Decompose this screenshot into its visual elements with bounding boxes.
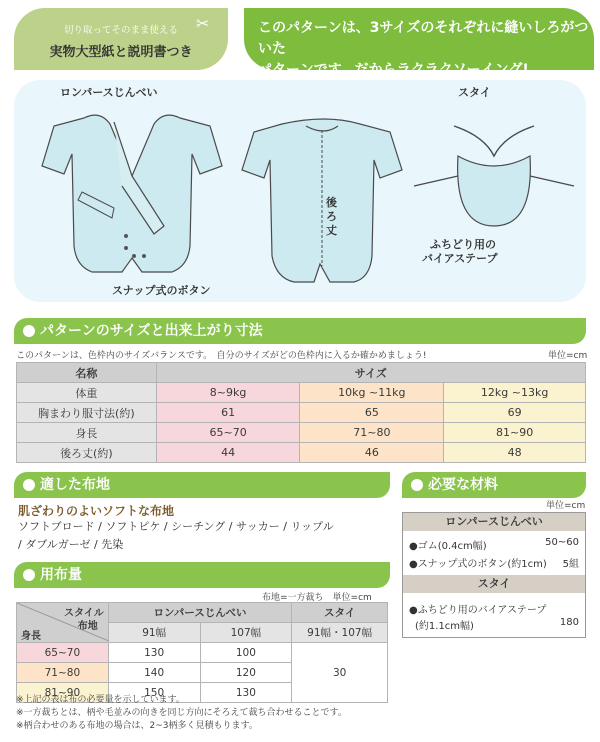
materials-section-title: 必要な材料 (428, 477, 498, 493)
scissors-icon: ✂ (196, 14, 210, 33)
bib-label: スタイ (458, 86, 491, 99)
badge-line2: 実物大型紙と説明書つき (49, 45, 193, 60)
size-table (16, 362, 586, 463)
note-line: ※柄合わせのある布地の場合は、2~3柄多く見積もります。 (16, 721, 258, 731)
table-row (17, 383, 586, 403)
table-row (17, 423, 586, 443)
materials-section-header (402, 472, 586, 498)
cell: 48 (444, 443, 586, 463)
usage-section-header (14, 562, 390, 588)
cell: 61 (156, 403, 300, 423)
row-label: 身長 (17, 423, 157, 443)
tagline-line2: パターンです。だからラクラクソーイング! (258, 62, 529, 78)
bib-header: スタイ (292, 603, 388, 623)
note-line: ※上記の表は布の必要量を示しています。 (16, 695, 185, 705)
fabric-section-header (14, 472, 390, 498)
usage-caption: 布地=一方裁ち 単位=cm (262, 593, 372, 603)
materials-bib-head: スタイ (403, 575, 585, 593)
romper-back-drawing (242, 119, 402, 282)
cell: 46 (300, 443, 444, 463)
cell: 71~80 (300, 423, 444, 443)
tagline-line1: このパターンは、3サイズのそれぞれに縫いしろがついた (258, 20, 589, 57)
header-tagline (244, 8, 594, 78)
material-value: 50~60 (545, 537, 579, 548)
row-label: 体重 (17, 383, 157, 403)
material-value: 5組 (562, 559, 579, 570)
cell: 81~90 (444, 423, 586, 443)
fabric-header: 布地 (77, 621, 98, 632)
usage-section-title: 用布量 (40, 567, 82, 583)
cell: 65 (300, 403, 444, 423)
row-label: 胸まわり服寸法(約) (17, 403, 157, 423)
romper-front-drawing (42, 115, 222, 272)
size-lead: このパターンは、色枠内のサイズバランスです。 自分のサイズがどの色枠内に入るか確かめましょう! (16, 351, 427, 361)
size-col-size: サイズ (156, 363, 585, 383)
romper-label: ロンパースじんべい (60, 86, 158, 99)
bib-drawing (414, 126, 574, 226)
bias-label-line1: ふちどり用の (430, 238, 496, 251)
bib-material-line1: ●ふちどり用のバイアステープ (409, 605, 547, 616)
cell: 150 (108, 683, 200, 703)
fabric-section-title: 適した布地 (40, 477, 110, 493)
notes (16, 694, 347, 733)
cell: 44 (156, 443, 300, 463)
w107-header: 107幅 (200, 623, 292, 643)
fabric-subtitle: 肌ざわりのよいソフトな布地 (18, 504, 175, 518)
bullet-icon (23, 325, 35, 337)
bullet-icon (411, 479, 423, 491)
cell: 71~80 (17, 663, 109, 683)
cell: 69 (444, 403, 586, 423)
size-section-title: パターンのサイズと出来上がり寸法 (40, 323, 263, 339)
bullet-icon (23, 479, 35, 491)
back-length-label: 後ろ丈 (326, 196, 337, 237)
w91-header: 91幅 (108, 623, 200, 643)
cell: 130 (200, 683, 292, 703)
table-row (17, 443, 586, 463)
cell: 10kg ~11kg (300, 383, 444, 403)
badge-line1: 切り取ってそのまま使える (63, 25, 178, 36)
material-name: ●ゴム(0.4cm幅) (409, 541, 487, 552)
height-header: 身長 (21, 631, 41, 642)
corner-cell (17, 603, 109, 643)
table-row (17, 403, 586, 423)
bullet-icon (23, 569, 35, 581)
cell: 140 (108, 663, 200, 683)
materials-romper-head: ロンパースじんべい (403, 513, 585, 531)
material-name: ●スナップ式のボタン(約1cm) (409, 559, 547, 570)
cell: 12kg ~13kg (444, 383, 586, 403)
bib-material-line2: (約1.1cm幅) (415, 621, 474, 632)
table-row (17, 643, 388, 663)
romper-header: ロンパースじんべい (108, 603, 291, 623)
size-col-name: 名称 (17, 363, 157, 383)
materials-unit: 単位=cm (546, 501, 586, 511)
bias-label-line2: バイアステープ (422, 252, 498, 265)
materials-box (402, 512, 586, 638)
cell: 120 (200, 663, 292, 683)
cell: 100 (200, 643, 292, 663)
style-header: スタイル (63, 608, 104, 619)
fabric-line1: ソフトブロード / ソフトピケ / シーチング / サッカー / リップル (18, 520, 334, 533)
cell: 81~90 (17, 683, 109, 703)
size-section-header (14, 318, 586, 344)
bib-material-value: 180 (559, 617, 579, 628)
garment-illustration (14, 96, 586, 296)
cell: 130 (108, 643, 200, 663)
usage-table (16, 602, 388, 703)
cell: 8~9kg (156, 383, 300, 403)
cell: 65~70 (17, 643, 109, 663)
bib-value-cell: 30 (292, 643, 388, 703)
bib-width-header: 91幅・107幅 (292, 623, 388, 643)
cell: 65~70 (156, 423, 300, 443)
row-label: 後ろ丈(約) (17, 443, 157, 463)
size-unit: 単位=cm (548, 351, 588, 361)
snap-label: スナップ式のボタン (112, 284, 211, 297)
fabric-line2: / ダブルガーゼ / 先染 (18, 538, 124, 551)
note-line: ※一方裁ちとは、柄や毛並みの向きを同じ方向にそろえて裁ち合わせることです。 (16, 708, 347, 718)
